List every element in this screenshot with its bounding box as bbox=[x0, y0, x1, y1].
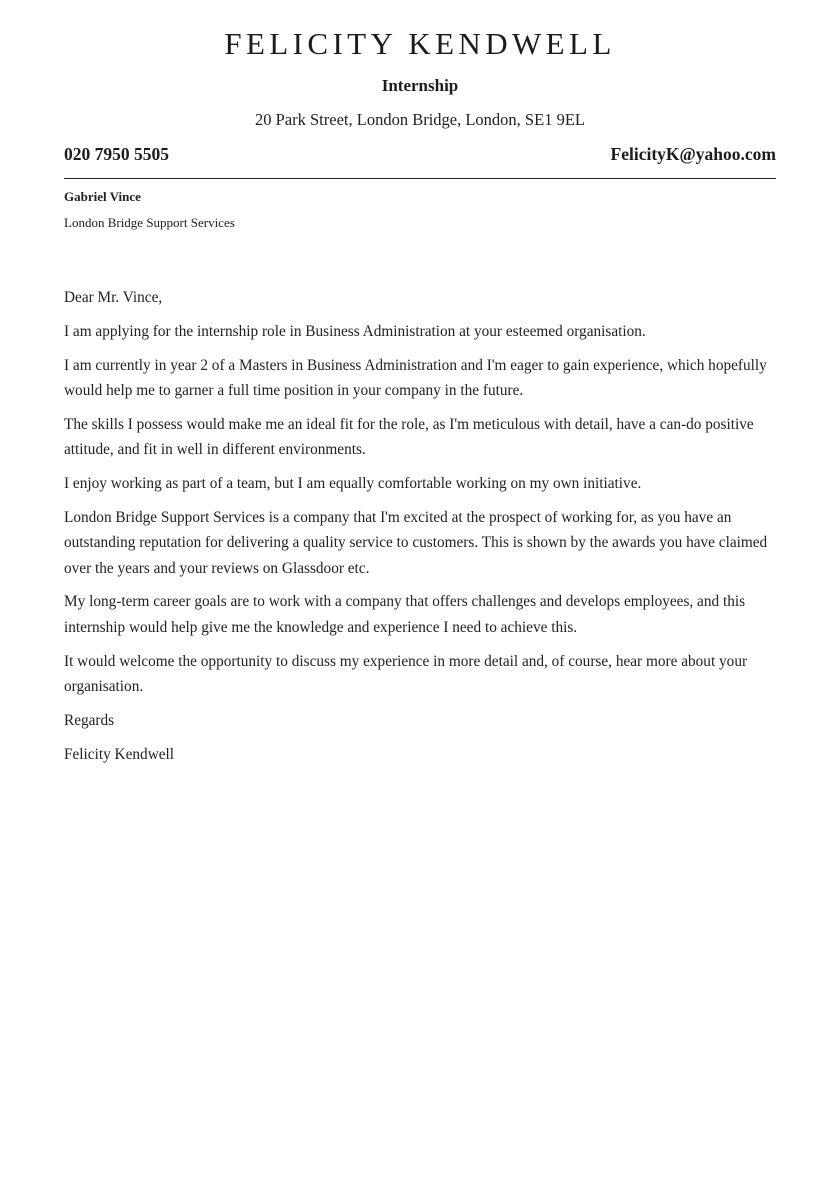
applicant-name: FELICITY KENDWELL bbox=[224, 26, 616, 61]
signature: Felicity Kendwell bbox=[64, 745, 175, 763]
letter-paragraph: London Bridge Support Services is a company that I'm excited at the prospect of working for, as you have an outstanding reputation for delivering a quality service to customers. This is shown by the awards you have claimed over the years and your reviews on Glassdoor etc. bbox=[64, 508, 768, 577]
letter-paragraph: It would welcome the opportunity to discuss my experience in more detail and, of course, hear more about your organisation. bbox=[64, 652, 748, 696]
header-divider bbox=[64, 178, 776, 179]
recipient-company: London Bridge Support Services bbox=[64, 215, 235, 230]
recipient-name: Gabriel Vince bbox=[64, 189, 141, 204]
letter-body bbox=[64, 285, 780, 775]
letter-paragraph: I am currently in year 2 of a Masters in Business Administration and I'm eager to gain experience, which hopefully would help me to garner a full time position in your company in the future. bbox=[64, 356, 767, 399]
email-address: FelicityK@yahoo.com bbox=[610, 144, 776, 164]
phone-number: 020 7950 5505 bbox=[64, 144, 169, 164]
closing: Regards bbox=[64, 711, 115, 729]
letter-paragraph: My long-term career goals are to work with a company that offers challenges and develops employees, and this internship would help give me the knowledge and experience I need to achieve this. bbox=[64, 593, 746, 636]
letter-paragraph: I am applying for the internship role in Business Administration at your esteemed organisation. bbox=[64, 322, 646, 340]
salutation: Dear Mr. Vince, bbox=[64, 289, 163, 306]
letter-paragraph: The skills I possess would make me an ideal fit for the role, as I'm meticulous with detail, have a can-do positive attitude, and fit in well in different environments. bbox=[64, 415, 754, 459]
job-title: Internship bbox=[381, 76, 459, 95]
contact-row bbox=[64, 144, 776, 165]
applicant-address: 20 Park Street, London Bridge, London, SE1 9EL bbox=[255, 110, 585, 129]
letter-paragraph: I enjoy working as part of a team, but I am equally comfortable working on my own initiative. bbox=[64, 475, 642, 492]
